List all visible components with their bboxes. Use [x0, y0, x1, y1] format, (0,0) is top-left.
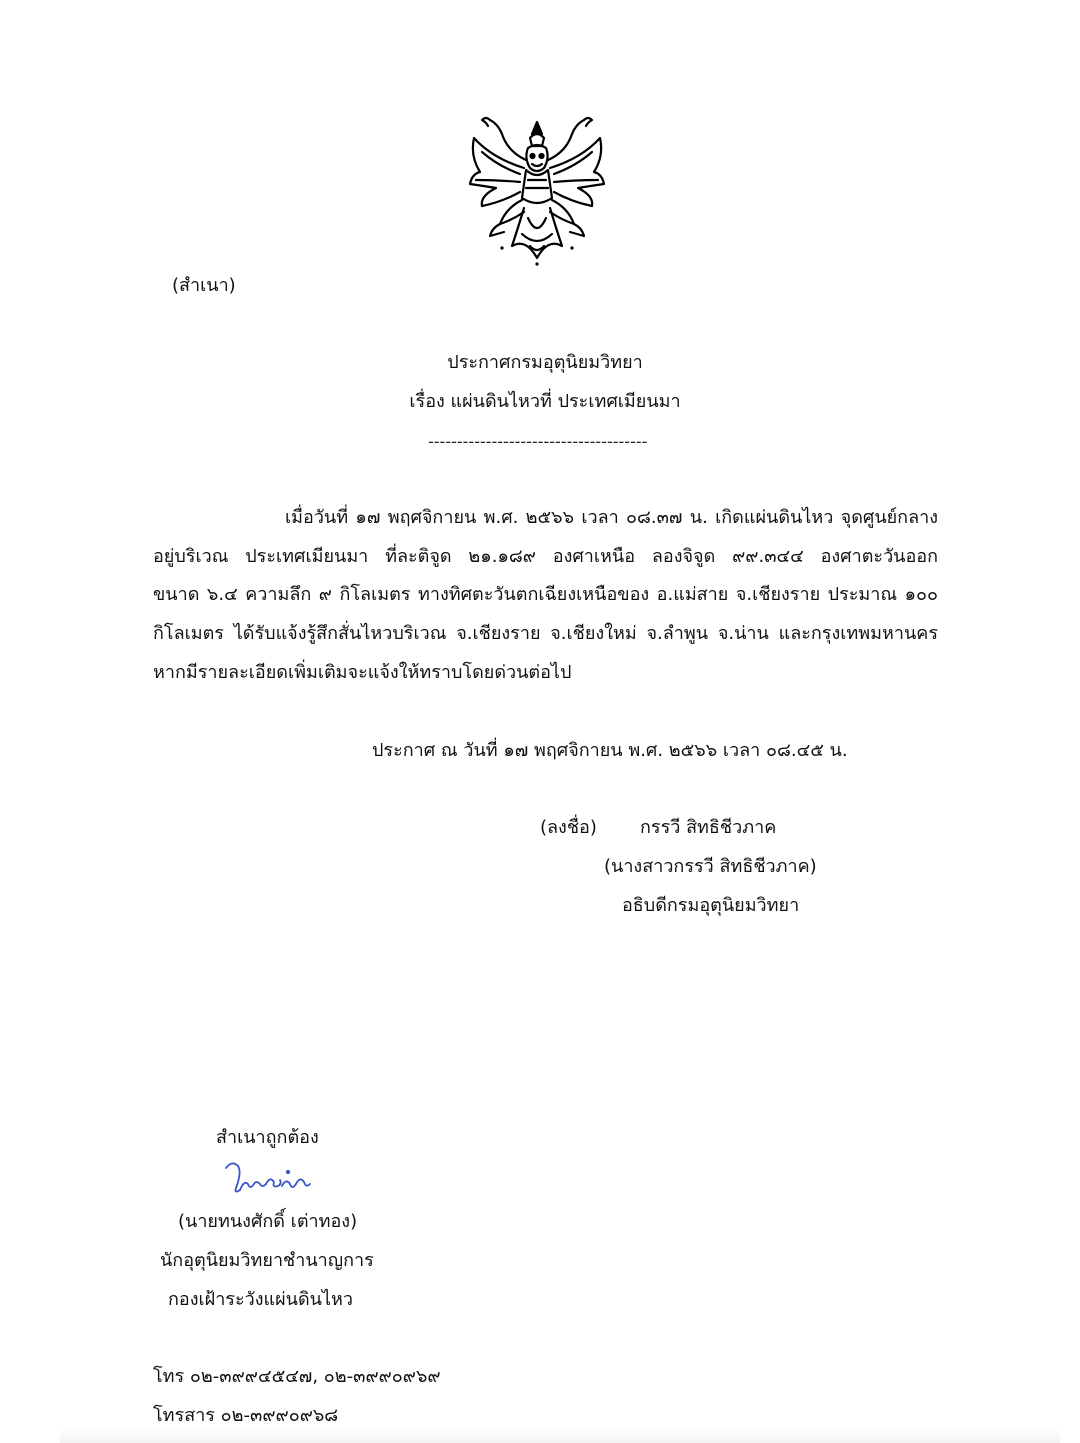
signatory-full-name: (นางสาวกรรวี สิทธิชีวภาค) [604, 856, 817, 877]
announcement-subject: เรื่อง แผ่นดินไหวที่ ประเทศเมียนมา [409, 391, 681, 412]
body-line-2: อยู่บริเวณ ประเทศเมียนมา ที่ละติจูด ๒๑.๑๘๙ องศาเหนือ ลองจิจูด ๙๙.๓๔๔ องศาตะวันออก [153, 546, 938, 567]
body-line-3: ขนาด ๖.๔ ความลึก ๙ กิโลเมตร ทางทิศตะวันตกเฉียงเหนือของ อ.แม่สาย จ.เชียงราย ประมาณ ๑๐๐ [153, 584, 938, 605]
garuda-emblem-icon [462, 108, 612, 268]
body-line-5: หากมีรายละเอียดเพิ่มเติมจะแจ้งให้ทราบโดยด่วนต่อไป [153, 662, 572, 683]
signed-label: (ลงชื่อ) [540, 817, 597, 838]
announcement-date: ประกาศ ณ วันที่ ๑๗ พฤศจิกายน พ.ศ. ๒๕๖๖ เวลา ๐๘.๔๕ น. [372, 740, 848, 761]
body-line-1: เมื่อวันที่ ๑๗ พฤศจิกายน พ.ศ. ๒๕๖๖ เวลา ๐๘.๓๗ น. เกิดแผ่นดินไหว จุดศูนย์กลาง [285, 507, 938, 528]
copy-mark: (สำเนา) [172, 275, 236, 296]
signatory-position: อธิบดีกรมอุตุนิยมวิทยา [622, 895, 800, 916]
heading-divider: -------------------------------------- [428, 432, 648, 451]
signatory-name: กรรวี สิทธิชีวภาค [640, 817, 777, 838]
certifier-position: นักอุตุนิยมวิทยาชำนาญการ [160, 1250, 374, 1271]
certifier-division: กองเฝ้าระวังแผ่นดินไหว [168, 1289, 354, 1310]
certifier-name: (นายทนงศักดิ์ เต่าทอง) [178, 1211, 358, 1232]
handwritten-signature [222, 1158, 314, 1200]
phone-numbers: โทร ๐๒-๓๙๙๔๕๔๗, ๐๒-๓๙๙๐๙๖๙ [153, 1366, 441, 1387]
certified-copy-label: สำเนาถูกต้อง [216, 1127, 319, 1148]
announcement-title: ประกาศกรมอุตุนิยมวิทยา [447, 352, 643, 373]
page-bottom-shadow [60, 1428, 1060, 1443]
fax-number: โทรสาร ๐๒-๓๙๙๐๙๖๘ [153, 1405, 339, 1426]
body-line-4: กิโลเมตร ได้รับแจ้งรู้สึกสั่นไหวบริเวณ จ.เชียงราย จ.เชียงใหม่ จ.ลำพูน จ.น่าน และกรุงเทพมหานคร [153, 623, 938, 644]
